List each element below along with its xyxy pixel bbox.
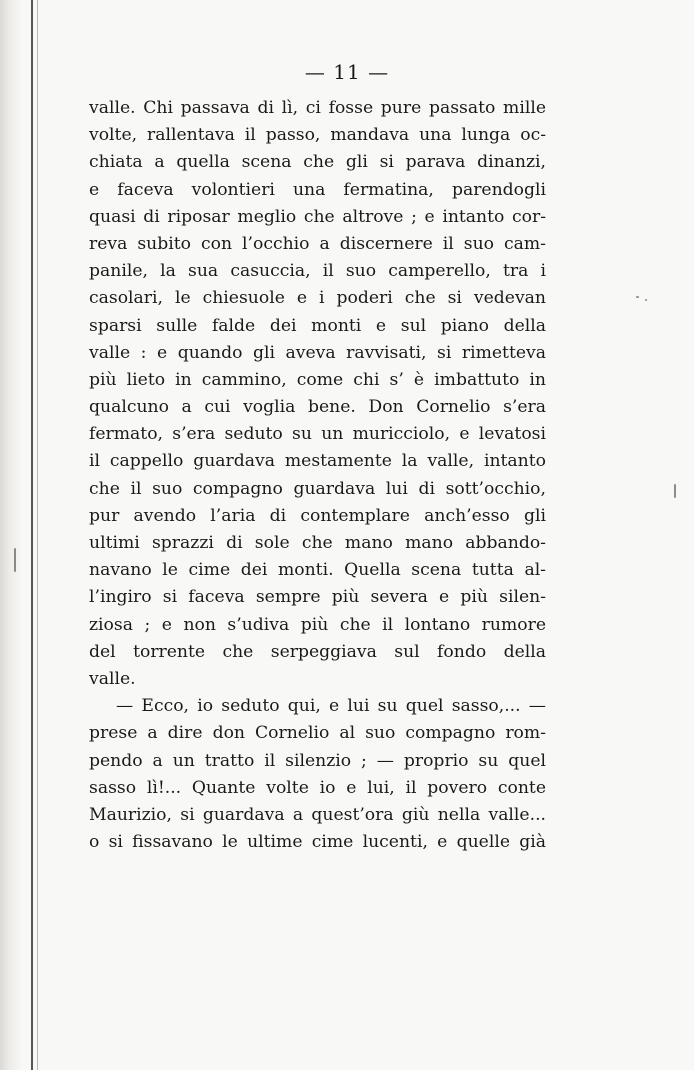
ink-speck xyxy=(674,484,676,498)
text-line: prese a dire don Cornelio al suo compagno rom- xyxy=(89,723,546,744)
text-line: reva subito con l’occhio a discernere il suo cam- xyxy=(89,233,546,254)
page-binding-shadow xyxy=(0,0,22,1070)
text-line: sasso lì!... Quante volte io e lui, il povero conte xyxy=(89,777,546,798)
text-line: del torrente che serpeggiava sul fondo della xyxy=(89,641,546,662)
text-line: o si fissavano le ultime cime lucenti, e quelle già xyxy=(89,832,546,853)
text-line: ultimi sprazzi di sole che mano mano abbando- xyxy=(89,533,546,553)
text-line: sparsi sulle falde dei monti e sul piano della xyxy=(89,315,546,336)
text-line: volte, rallentava il passo, mandava una lunga oc- xyxy=(89,125,546,146)
text-line: navano le cime dei monti. Quella scena tutta al- xyxy=(89,560,546,581)
text-line: casolari, le chiesuole e i poderi che si vedevan xyxy=(89,288,546,309)
text-line: più lieto in cammino, come chi s’ è imbattuto in xyxy=(89,369,546,390)
ink-speck xyxy=(636,296,639,298)
text-line: panile, la sua casuccia, il suo camperello, tra i xyxy=(89,261,546,282)
text-line: valle. xyxy=(89,668,136,689)
text-line: pendo a un tratto il silenzio ; — proprio su quel xyxy=(89,750,546,771)
text-line: valle. Chi passava di lì, ci fosse pure passato mille xyxy=(89,98,546,118)
text-line: Maurizio, si guardava a quest’ora giù nella valle... xyxy=(89,804,546,825)
text-line: pur avendo l’aria di contemplare anch’esso gli xyxy=(89,505,546,526)
text-line: valle : e quando gli aveva ravvisati, si rimetteva xyxy=(89,342,546,363)
text-line: il cappello guardava mestamente la valle, intanto xyxy=(89,451,546,472)
text-line: chiata a quella scena che gli si parava dinanzi, xyxy=(89,152,546,173)
text-line: qualcuno a cui voglia bene. Don Cornelio s’era xyxy=(89,397,546,418)
ink-speck xyxy=(14,548,16,572)
text-line: fermato, s’era seduto su un muricciolo, e levatosi xyxy=(89,424,546,445)
body-text xyxy=(89,95,546,856)
text-line: l’ingiro si faceva sempre più severa e più silen- xyxy=(89,587,546,608)
gutter-line xyxy=(31,0,33,1070)
text-line: — Ecco, io seduto qui, e lui su quel sasso,... — xyxy=(116,696,546,717)
text-line: quasi di riposar meglio che altrove ; e intanto cor- xyxy=(89,206,546,227)
text-line: che il suo compagno guardava lui di sott’occhio, xyxy=(89,478,546,499)
text-line: ziosa ; e non s’udiva più che il lontano rumore xyxy=(89,614,546,635)
text-line: e faceva volontieri una fermatina, parendogli xyxy=(89,179,546,200)
page-number: — 11 — xyxy=(304,60,390,84)
gutter-line-secondary xyxy=(37,0,38,1070)
ink-speck xyxy=(645,299,647,301)
